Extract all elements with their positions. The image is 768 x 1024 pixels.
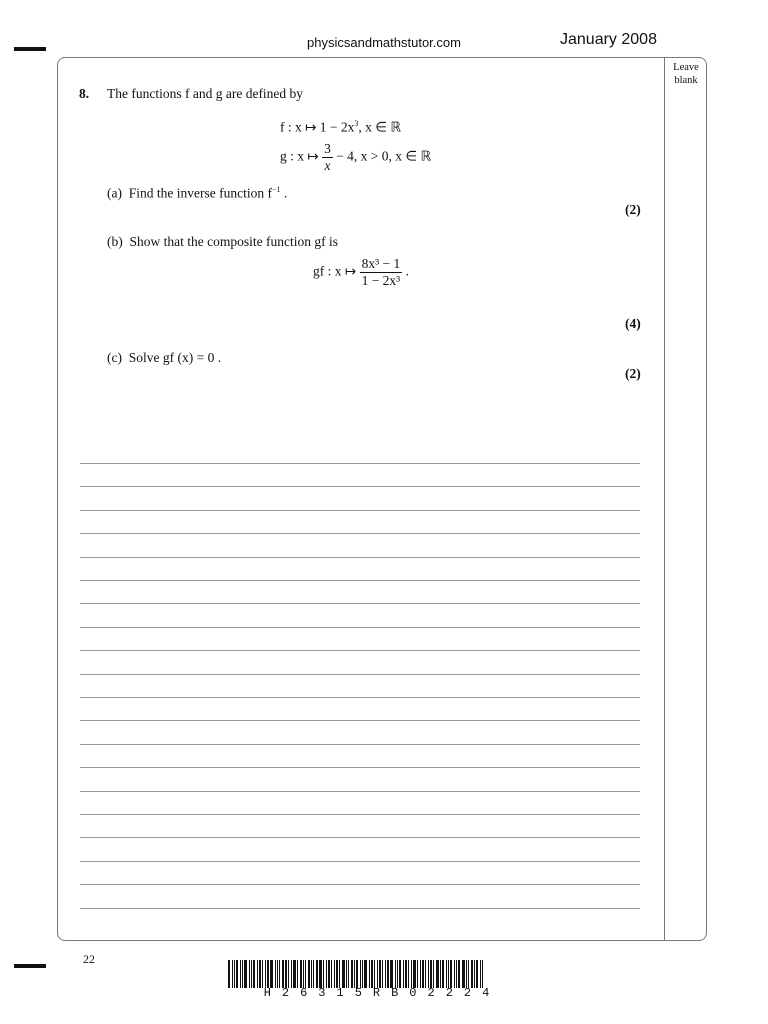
answer-line [80,884,640,885]
exam-date: January 2008 [560,31,657,48]
answer-line [80,861,640,862]
gf-fraction: $\frac{\text{8x³ − 1}}{\text{1 − 2x³}}$ [361,256,401,288]
gf-definition: gf : x ↦ $\frac{\text{8x³ − 1}}{\text{1 − 2x³}}$ . [313,256,409,288]
answer-line [80,674,640,675]
answer-line [80,720,640,721]
question-number: 8. [79,86,90,101]
answer-line [80,791,640,792]
barcode [228,960,536,988]
answer-line [80,650,640,651]
g-fraction: $\frac{3}{x}$ [324,141,331,173]
leave-blank-label: Leave blank [673,62,699,86]
answer-line [80,697,640,698]
leave-blank-divider [664,58,665,941]
answer-line [80,814,640,815]
page-number: 22 [83,952,95,966]
answer-line [80,837,640,838]
registration-mark-bottom [14,964,46,968]
answer-line [80,533,640,534]
answer-line [80,557,640,558]
part-b: (b) Show that the composite function gf is [107,234,338,249]
answer-line [80,744,640,745]
barcode-text: H26315RB02224 [263,986,501,1000]
answer-line [80,603,640,604]
answer-line [80,463,640,464]
answer-line [80,486,640,487]
function-f-definition: f : x ↦ $1 - 2x^3$, x ∈ ℝ [280,119,402,135]
question-intro: The functions f and g are defined by [107,86,304,101]
registration-mark-top [14,47,46,51]
answer-line [80,580,640,581]
part-a: (a) Find the inverse function $f^{-1}$ . [107,185,288,201]
answer-line [80,908,640,909]
website-header: physicsandmathstutor.com [307,35,461,50]
part-a-marks: (2) [625,202,641,217]
part-b-marks: (4) [625,316,641,331]
part-c-marks: (2) [625,366,641,381]
answer-line [80,767,640,768]
function-g-definition: g : x ↦ $\frac{3}{x}$ − 4, x > 0, x ∈ ℝ [280,141,432,173]
part-c: (c) Solve gf (x) = 0 . [107,350,222,365]
answer-line [80,510,640,511]
answer-line [80,627,640,628]
